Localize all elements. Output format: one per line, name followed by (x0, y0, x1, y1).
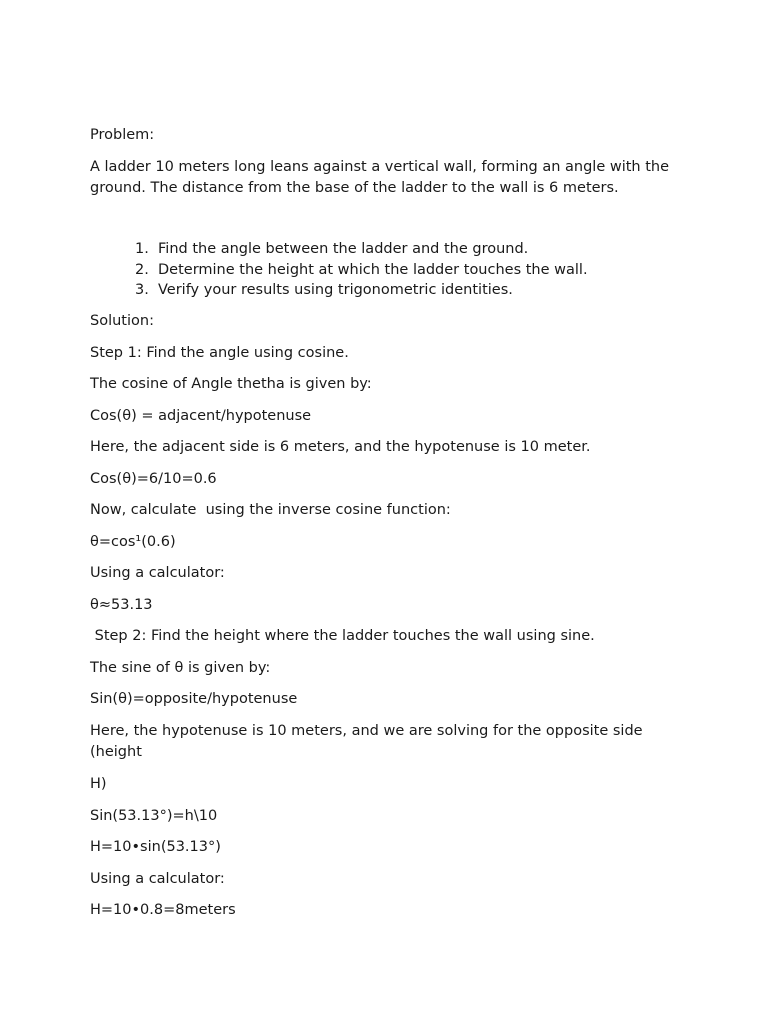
solution-label: Solution: (90, 313, 154, 329)
solution-line: Using a calculator: (90, 870, 225, 887)
result-line: θ≈53.13 (90, 596, 153, 613)
list-item-number: 3. (135, 282, 149, 298)
formula-line: Sin(53.13°)=h\10 (90, 807, 218, 824)
solution-step2-heading: Step 2: Find the height where the ladder touches the wall using sine. (90, 628, 595, 644)
spacer (90, 210, 678, 239)
list-item-text: Find the angle between the ladder and the ground. (158, 241, 529, 257)
list-item-text: Verify your results using trigonometric identities. (158, 282, 513, 298)
list-item-text: Determine the height at which the ladder touches the wall. (158, 261, 588, 278)
solution-line: Using a calculator: (90, 565, 225, 581)
list-item (135, 239, 678, 260)
solution-line: Here, the adjacent side is 6 meters, and the hypotenuse is 10 meter. (90, 439, 591, 455)
formula-line: Sin(θ)=opposite/hypotenuse (90, 691, 298, 707)
formula-line: θ=cos¹(0.6) (90, 533, 176, 550)
list-item-number: 2. (135, 261, 149, 278)
result-line: H=10•0.8=8meters (90, 902, 236, 918)
formula-line: Cos(θ)=6/10=0.6 (90, 470, 217, 487)
solution-line: The sine of θ is given by: (90, 659, 271, 676)
solution-line: Now, calculate using the inverse cosine function: (90, 502, 451, 518)
problem-label: Problem: (90, 127, 155, 143)
list-item (135, 280, 678, 301)
solution-line: Here, the hypotenuse is 10 meters, and we are solving for the opposite side (height (90, 722, 648, 760)
list-item (135, 260, 678, 281)
solution-step1-heading: Step 1: Find the angle using cosine. (90, 344, 349, 361)
solution-line: H) (90, 776, 107, 792)
formula-line: H=10•sin(53.13°) (90, 839, 221, 855)
formula-line: Cos(θ) = adjacent/hypotenuse (90, 407, 312, 424)
solution-line: The cosine of Angle thetha is given by: (90, 376, 372, 392)
problem-statement: A ladder 10 meters long leans against a vertical wall, forming an angle with the ground. The distance from the base of the ladder to the wall is 6 meters. (90, 158, 674, 196)
list-item-number: 1. (135, 241, 149, 257)
task-list (90, 239, 678, 301)
